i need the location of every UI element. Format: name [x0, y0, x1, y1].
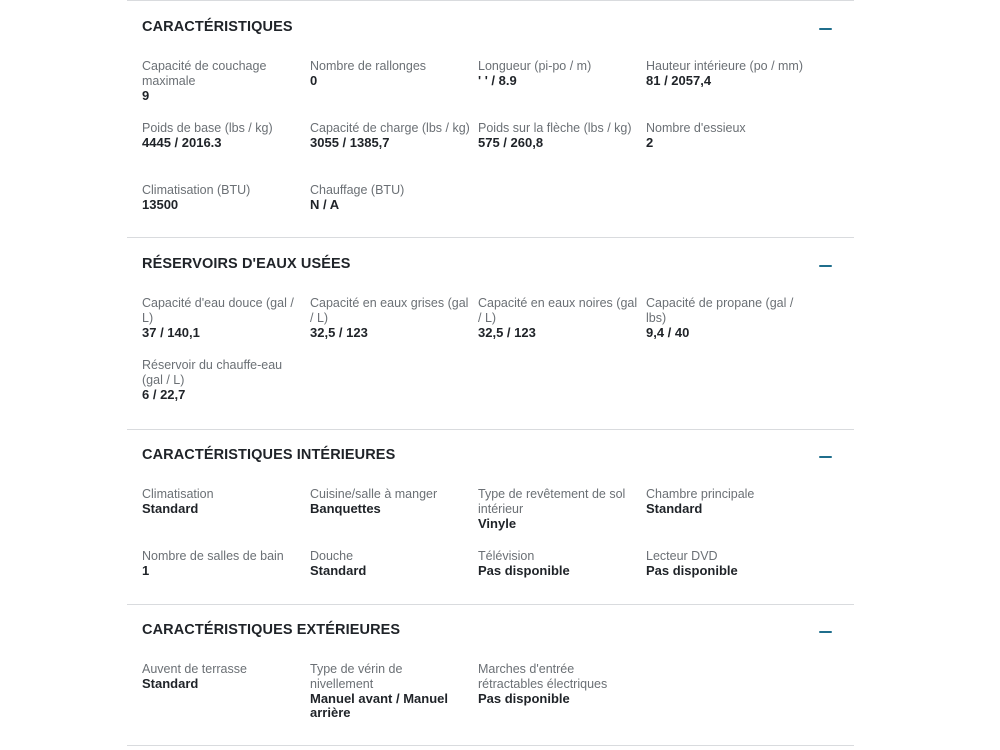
spec-label: Climatisation (BTU)	[142, 183, 251, 197]
spec-item	[142, 296, 302, 340]
spec-label: Marches d'entrée rétractables électriques	[478, 662, 608, 691]
spec-label: Chambre principale	[646, 487, 755, 501]
spec-label: Auvent de terrasse	[142, 662, 247, 676]
spec-item	[310, 296, 470, 340]
section-header-caracteristiques[interactable]	[127, 15, 854, 45]
spec-label: Cuisine/salle à manger	[310, 487, 438, 501]
spec-item	[478, 121, 638, 150]
spec-item	[478, 549, 638, 578]
spec-value: Standard	[142, 676, 199, 691]
spec-value: 0	[310, 73, 318, 88]
spec-value: Vinyle	[478, 516, 517, 531]
spec-value: 575 / 260,8	[478, 135, 544, 150]
spec-label: Télévision	[478, 549, 535, 563]
spec-label: Poids sur la flèche (lbs / kg)	[478, 121, 632, 135]
spec-item	[310, 487, 470, 516]
section-caracteristiques	[127, 15, 854, 212]
spec-label: Type de revêtement de sol intérieur	[478, 487, 626, 516]
divider	[127, 237, 854, 238]
spec-item	[646, 487, 806, 516]
section-title: RÉSERVOIRS D'EAUX USÉES	[142, 256, 351, 272]
section-exterieures	[127, 618, 854, 720]
minus-icon[interactable]	[819, 456, 832, 458]
spec-value: 6 / 22,7	[142, 387, 186, 402]
spec-label: Longueur (pi-po / m)	[478, 59, 592, 73]
spec-label: Nombre de salles de bain	[142, 549, 284, 563]
spec-item	[142, 121, 302, 150]
spec-value: 9	[142, 88, 150, 103]
minus-icon[interactable]	[819, 631, 832, 633]
section-header-reservoirs[interactable]	[127, 252, 854, 282]
spec-item	[310, 59, 470, 88]
spec-label: Nombre de rallonges	[310, 59, 427, 73]
spec-item	[142, 59, 302, 103]
spec-label: Climatisation	[142, 487, 214, 501]
spec-item	[142, 549, 302, 578]
spec-item	[478, 59, 638, 88]
spec-value: 4445 / 2016.3	[142, 135, 222, 150]
spec-item	[478, 487, 638, 531]
spec-item	[646, 59, 806, 88]
divider	[127, 745, 854, 746]
section-header-interieures[interactable]	[127, 443, 854, 473]
spec-value: 32,5 / 123	[478, 325, 536, 340]
spec-value: 1	[142, 563, 150, 578]
spec-label: Hauteur intérieure (po / mm)	[646, 59, 804, 73]
spec-item	[478, 662, 628, 706]
section-reservoirs	[127, 252, 854, 402]
spec-item	[310, 662, 465, 720]
spec-value: Manuel avant / Manuel arrière	[310, 691, 448, 720]
spec-item	[310, 549, 470, 578]
spec-label: Lecteur DVD	[646, 549, 718, 563]
spec-value: Banquettes	[310, 501, 381, 516]
section-title: CARACTÉRISTIQUES INTÉRIEURES	[142, 447, 396, 463]
minus-icon[interactable]	[819, 265, 832, 267]
spec-label: Douche	[310, 549, 354, 563]
section-header-exterieures[interactable]	[127, 618, 854, 648]
specs-panel	[127, 0, 854, 750]
spec-label: Capacité de propane (gal / lbs)	[646, 296, 794, 325]
spec-item	[142, 183, 302, 212]
divider	[127, 0, 854, 1]
spec-label: Capacité de couchage maximale	[142, 59, 267, 88]
spec-item	[310, 183, 470, 212]
spec-value: Standard	[310, 563, 367, 578]
spec-value: N / A	[310, 197, 340, 212]
spec-item	[142, 358, 302, 402]
spec-value: 37 / 140,1	[142, 325, 200, 340]
spec-value: Pas disponible	[478, 691, 570, 706]
spec-value: 2	[646, 135, 654, 150]
spec-value: 32,5 / 123	[310, 325, 368, 340]
spec-item	[310, 121, 470, 150]
spec-item	[646, 549, 806, 578]
spec-label: Capacité d'eau douce (gal / L)	[142, 296, 294, 325]
spec-label: Chauffage (BTU)	[310, 183, 405, 197]
spec-value: Standard	[646, 501, 703, 516]
spec-item	[142, 662, 302, 691]
spec-value: 9,4 / 40	[646, 325, 690, 340]
spec-value: ' ' / 8.9	[478, 73, 517, 88]
spec-label: Capacité en eaux grises (gal / L)	[310, 296, 469, 325]
spec-label: Nombre d'essieux	[646, 121, 746, 135]
spec-value: Standard	[142, 501, 199, 516]
spec-value: 3055 / 1385,7	[310, 135, 390, 150]
spec-label: Type de vérin de nivellement	[310, 662, 403, 691]
spec-item	[142, 487, 302, 516]
spec-value: Pas disponible	[646, 563, 738, 578]
minus-icon[interactable]	[819, 28, 832, 30]
divider	[127, 604, 854, 605]
section-title: CARACTÉRISTIQUES EXTÉRIEURES	[142, 622, 401, 638]
spec-label: Capacité de charge (lbs / kg)	[310, 121, 470, 135]
spec-item	[646, 296, 806, 340]
spec-value: 81 / 2057,4	[646, 73, 712, 88]
spec-value: 13500	[142, 197, 179, 212]
spec-value: Pas disponible	[478, 563, 570, 578]
spec-item	[646, 121, 806, 150]
spec-item	[478, 296, 638, 340]
divider	[127, 429, 854, 430]
section-interieures	[127, 443, 854, 578]
section-title: CARACTÉRISTIQUES	[142, 19, 293, 35]
spec-label: Poids de base (lbs / kg)	[142, 121, 273, 135]
spec-label: Réservoir du chauffe-eau (gal / L)	[142, 358, 283, 387]
spec-label: Capacité en eaux noires (gal / L)	[478, 296, 638, 325]
